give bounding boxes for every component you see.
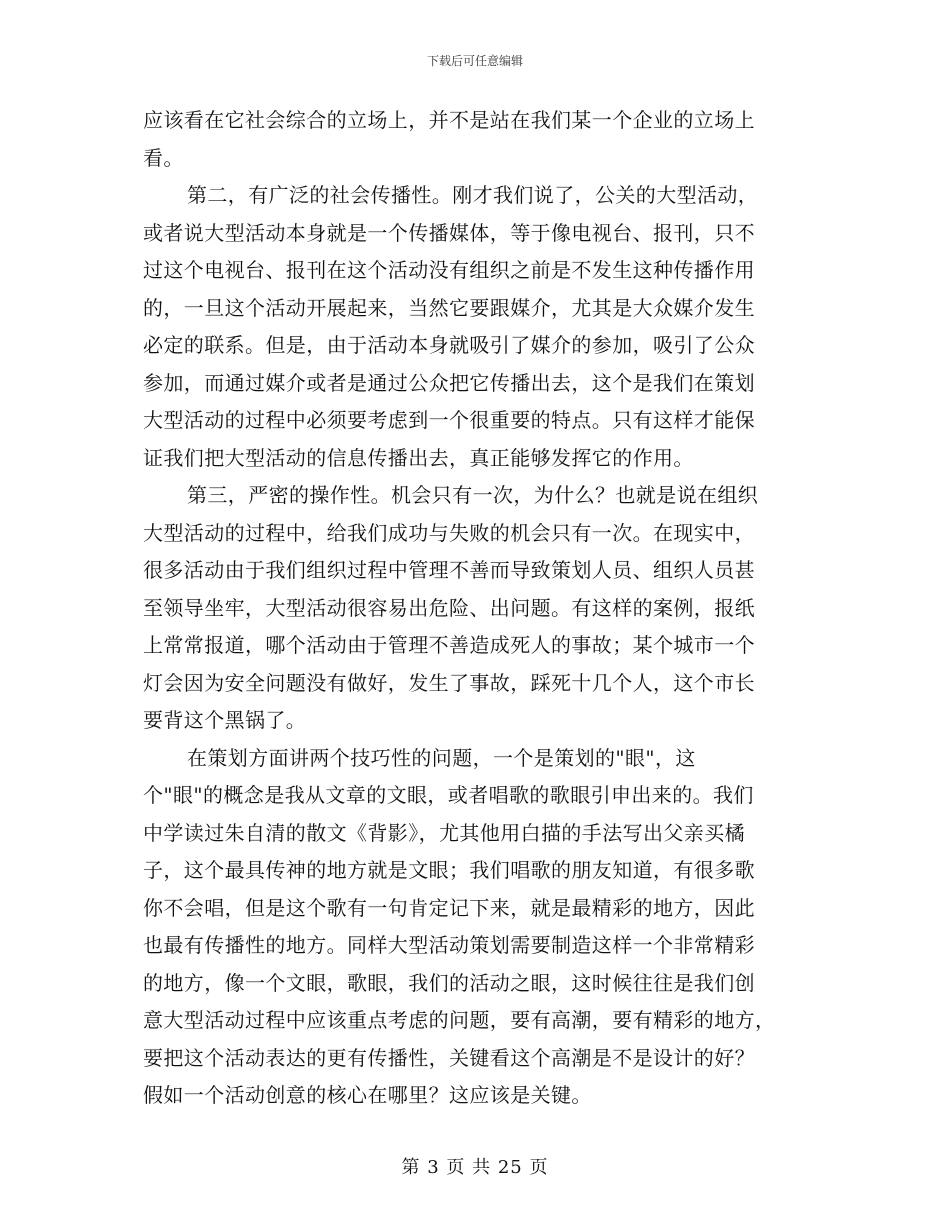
- text-line: 假如一个活动创意的核心在哪里？这应该是关键。: [143, 1083, 592, 1107]
- text-line: 中学读过朱自清的散文《背影》，尤其他用白描的手法写出父亲买橘: [143, 820, 745, 845]
- text-line: 应该看在它社会综合的立场上，并不是站在我们某一个企业的立场上: [143, 108, 755, 132]
- page-number: 第 3 页 共 25 页: [401, 1157, 549, 1178]
- text-line: 子，这个最具传神的地方就是文眼；我们唱歌的朋友知道，有很多歌: [143, 858, 755, 882]
- text-line: 的地方，像一个文眼，歌眼，我们的活动之眼，这时候往往是我们创: [143, 970, 755, 995]
- text-line: 过这个电视台、报刊在这个活动没有组织之前是不发生这种传播作用: [143, 258, 755, 282]
- paragraph-start-line: 第二，有广泛的社会传播性。刚才我们说了，公关的大型活动，: [187, 183, 759, 207]
- text-line: 灯会因为安全问题没有做好，发生了事故，踩死十几个人，这个市长: [143, 670, 755, 695]
- text-line: 要把这个活动表达的更有传播性，关键看这个高潮是不是设计的好？: [143, 1045, 755, 1070]
- page-header: 下载后可任意编辑: [426, 54, 523, 68]
- text-line: 必定的联系。但是，由于活动本身就吸引了媒介的参加，吸引了公众: [143, 333, 755, 357]
- paragraph-start-line: 在策划方面讲两个技巧性的问题，一个是策划的"眼"，这: [187, 745, 696, 770]
- document-body: [143, 102, 815, 1115]
- text-line: 证我们把大型活动的信息传播出去，真正能够发挥它的作用。: [143, 445, 694, 470]
- text-line: 要背这个黑锅了。: [143, 708, 307, 732]
- text-line: 个"眼"的概念是我从文章的文眼，或者唱歌的歌眼引申出来的。我们: [143, 783, 754, 807]
- text-line: 看。: [143, 145, 184, 170]
- text-line: 也最有传播性的地方。同样大型活动策划需要制造这样一个非常精彩: [143, 933, 755, 957]
- text-line: 你不会唱，但是这个歌有一句肯定记下来，就是最精彩的地方，因此: [143, 895, 755, 920]
- text-line: 意大型活动过程中应该重点考虑的问题，要有高潮，要有精彩的地方，: [143, 1008, 776, 1032]
- text-line: 的，一旦这个活动开展起来，当然它要跟媒介，尤其是大众媒介发生: [143, 295, 755, 320]
- text-line: 很多活动由于我们组织过程中管理不善而导致策划人员、组织人员甚: [143, 558, 755, 582]
- text-line: 大型活动的过程中必须要考虑到一个很重要的特点。只有这样才能保: [143, 408, 755, 432]
- paragraph-start-line: 第三，严密的操作性。机会只有一次，为什么？也就是说在组织: [187, 483, 759, 507]
- text-line: 至领导坐牢，大型活动很容易出危险、出问题。有这样的案例，报纸: [143, 595, 755, 620]
- text-line: 大型活动的过程中，给我们成功与失败的机会只有一次。在现实中，: [143, 520, 755, 545]
- text-line: 或者说大型活动本身就是一个传播媒体，等于像电视台、报刊，只不: [143, 220, 755, 245]
- text-line: 上常常报道，哪个活动由于管理不善造成死人的事故；某个城市一个: [143, 633, 755, 657]
- text-line: 参加，而通过媒介或者是通过公众把它传播出去，这个是我们在策划: [143, 370, 755, 395]
